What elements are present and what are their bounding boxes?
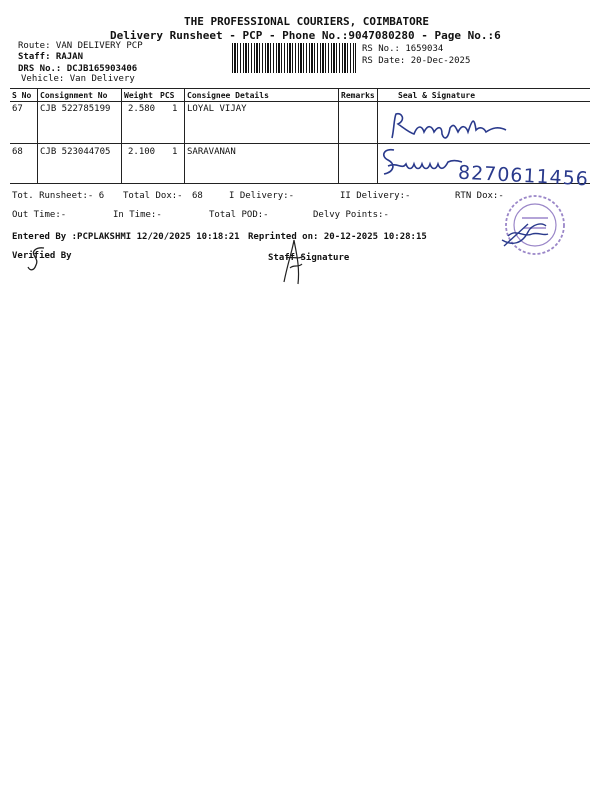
signature-row-67 (388, 110, 518, 142)
reprinted-on: Reprinted on: 20-12-2025 10:28:15 (248, 232, 427, 242)
total-dox-value: 68 (192, 191, 203, 201)
rtn-dox: RTN Dox:- (455, 191, 504, 201)
table-row-divider (10, 143, 590, 144)
col-header-sno: S No (12, 91, 32, 100)
row-sno: 67 (12, 104, 23, 114)
total-dox-label: Total Dox:- (123, 191, 183, 201)
handwritten-phone: 8270611456 (457, 161, 590, 191)
row-pcs: 1 (172, 104, 178, 114)
in-time: In Time:- (113, 210, 162, 220)
rs-date: RS Date: 20-Dec-2025 (362, 56, 471, 66)
col-header-consignment: Consignment No (40, 91, 108, 100)
row-consignee: LOYAL VIJAY (187, 104, 247, 114)
signature-row-68 (378, 146, 468, 180)
row-consignment: CJB 523044705 (40, 147, 111, 157)
verified-signature (26, 245, 50, 275)
staff-signature-mark (280, 238, 310, 288)
row-pcs: 1 (172, 147, 178, 157)
col-header-weight: Weight (124, 91, 153, 100)
drs-number: DRS No.: DCJB165903406 (18, 64, 138, 74)
entered-by: Entered By :PCPLAKSHMI 12/20/2025 10:18:21 (12, 232, 240, 242)
total-pod: Total POD:- (209, 210, 269, 220)
rs-number: RS No.: 1659034 (362, 44, 444, 54)
row-sno: 68 (12, 147, 23, 157)
route-info: Route: VAN DELIVERY PCP (18, 41, 143, 51)
table-col-divider (37, 88, 38, 183)
staff-info: Staff: RAJAN (18, 52, 84, 62)
col-header-remarks: Remarks (341, 91, 375, 100)
row-consignment: CJB 522785199 (40, 104, 111, 114)
table-col-divider (121, 88, 122, 183)
row-consignee: SARAVANAN (187, 147, 236, 157)
vehicle-info: Vehicle: Van Delivery (21, 74, 135, 84)
i-delivery: I Delivery:- (229, 191, 295, 201)
table-top-border (10, 88, 590, 89)
row-weight: 2.100 (128, 147, 156, 157)
col-header-signature: Seal & Signature (398, 91, 476, 100)
table-col-divider (184, 88, 185, 183)
runsheet-subtitle: Delivery Runsheet - PCP - Phone No.:9047080280 - Page No.:6 (110, 29, 501, 42)
delvy-points: Delvy Points:- (313, 210, 389, 220)
stamp-signature (498, 216, 550, 252)
col-header-consignee: Consignee Details (187, 91, 269, 100)
table-header-border (10, 101, 590, 102)
company-title: THE PROFESSIONAL COURIERS, COIMBATORE (184, 15, 430, 28)
staff-signature-label: Staff Signature (268, 253, 350, 263)
table-col-divider (338, 88, 339, 183)
out-time: Out Time:- (12, 210, 67, 220)
col-header-pcs: PCS (160, 91, 175, 100)
verified-by: Verified By (12, 251, 72, 261)
ii-delivery: II Delivery:- (340, 191, 411, 201)
barcode (232, 43, 356, 73)
row-weight: 2.580 (128, 104, 156, 114)
tot-runsheet: Tot. Runsheet:- 6 (12, 191, 105, 201)
